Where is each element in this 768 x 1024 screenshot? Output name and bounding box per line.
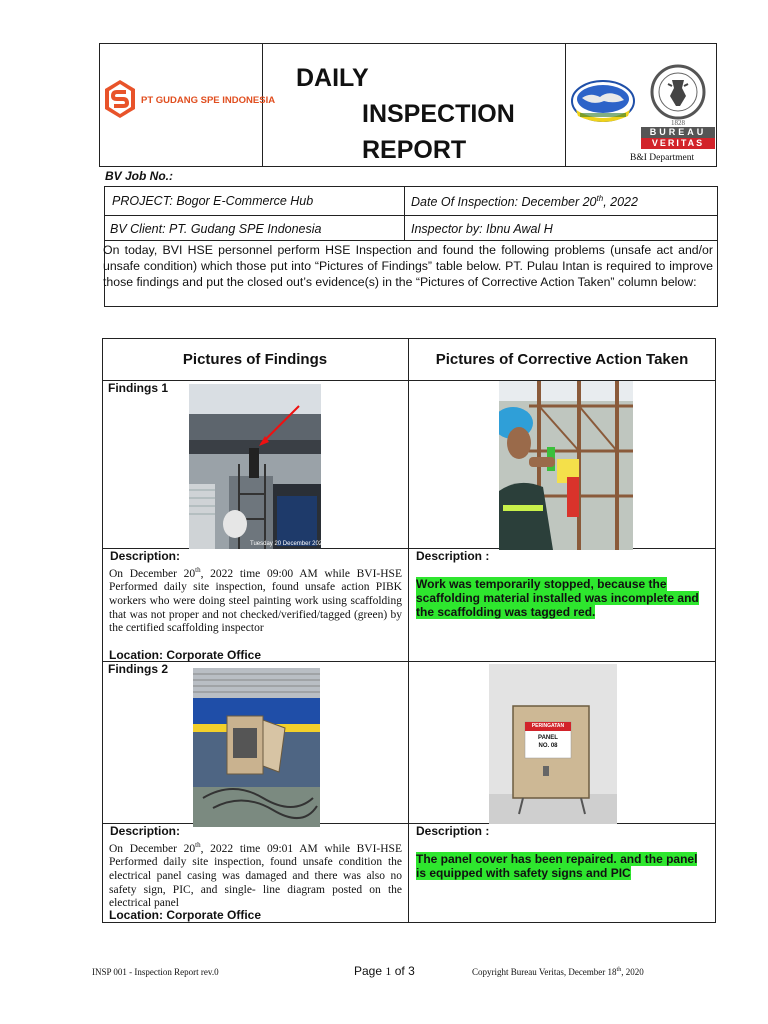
report-title-line3: REPORT (362, 136, 467, 164)
col-header-findings: Pictures of Findings (182, 351, 328, 368)
info-row-divider (104, 240, 718, 241)
job-no-label: BV Job No.: (105, 169, 173, 183)
finding-1-photo (189, 384, 321, 549)
findings-col-divider (408, 338, 409, 923)
action-1-description-label: Description : (416, 549, 490, 563)
footer-copyright: Copyright Bureau Veritas, December 18th, 2020 (472, 967, 644, 977)
action-1-text: Work was temporarily stopped, because the scaffolding material installed was incomplete and the scaffolding was tagged red. (416, 577, 699, 619)
finding-2-location: Location: Corporate Office (109, 908, 262, 922)
info-row-divider (104, 215, 718, 216)
panel-name: PANEL (538, 735, 558, 741)
report-title-line1: DAILY (296, 64, 369, 92)
finding-1-label: Findings 1 (108, 381, 168, 395)
client-field: BV Client: PT. Gudang SPE Indonesia (110, 222, 322, 236)
finding-2-label: Findings 2 (108, 662, 168, 676)
bv-seal-icon (650, 62, 706, 124)
company-logo-icon (104, 79, 136, 119)
bv-department: B&I Department (630, 153, 695, 163)
finding-2-photo (193, 668, 320, 827)
finding-1-location: Location: Corporate Office (109, 648, 262, 662)
accreditation-logo-icon (570, 78, 636, 124)
inspection-date-field: Date Of Inspection: December 20th, 2022 (411, 194, 638, 210)
finding-2-description: On December 20th, 2022 time 09:01 AM while BVI-HSE Performed daily site inspection, found unsafe condition the electrical panel casing was damaged and there was also no safety sign, PIC, and single- line diagram posted on the electrical panel (109, 841, 402, 910)
action-2-description-label: Description : (416, 824, 490, 838)
footer-page-number: Page 1 of 3 (354, 964, 415, 978)
col-header-corrective: Pictures of Corrective Action Taken (435, 351, 689, 368)
intro-paragraph: On today, BVI HSE personnel perform HSE Inspection and found the following problems (unsafe act and/or unsafe condition) which those put into “Pictures of Findings” table below. PT. Pulau Intan is required to improve those findings and put the closed out’s evidence(s) in the “Pictures of Corrective Action Taken” column below: (103, 243, 713, 289)
info-col-divider (404, 186, 405, 240)
panel-warning-sign: PERINGATAN (531, 723, 565, 729)
action-2-text: The panel cover has been repaired. and the panel is equipped with safety signs and PIC (416, 852, 698, 880)
panel-number: NO. 08 (538, 743, 558, 749)
finding-2-description-label: Description: (110, 824, 181, 838)
bv-year: 1828 (671, 119, 685, 127)
finding-1-photo-stamp: Tuesday 20 December 2022 (250, 541, 326, 547)
bv-brand-bureau: BUREAU (641, 127, 715, 138)
inspector-field: Inspector by: Ibnu Awal H (411, 222, 553, 236)
footer-doc-code: INSP 001 - Inspection Report rev.0 (92, 967, 219, 977)
company-logo-text: PT GUDANG SPE INDONESIA (141, 95, 276, 106)
project-field: PROJECT: Bogor E-Commerce Hub (112, 194, 314, 208)
corrective-1-photo (499, 381, 633, 550)
finding-1-description-label: Description: (110, 549, 181, 563)
report-title-line2: INSPECTION (362, 100, 515, 128)
bv-brand-veritas: VERITAS (641, 138, 715, 149)
finding-1-description: On December 20th, 2022 time 09:00 AM while BVI-HSE Performed daily site inspection, found unsafe action PIBK workers who were doing steel painting work using scaffolding that was not proper and not checked/verified/tagged (green) by the certified scaffolding inspector (109, 566, 402, 635)
